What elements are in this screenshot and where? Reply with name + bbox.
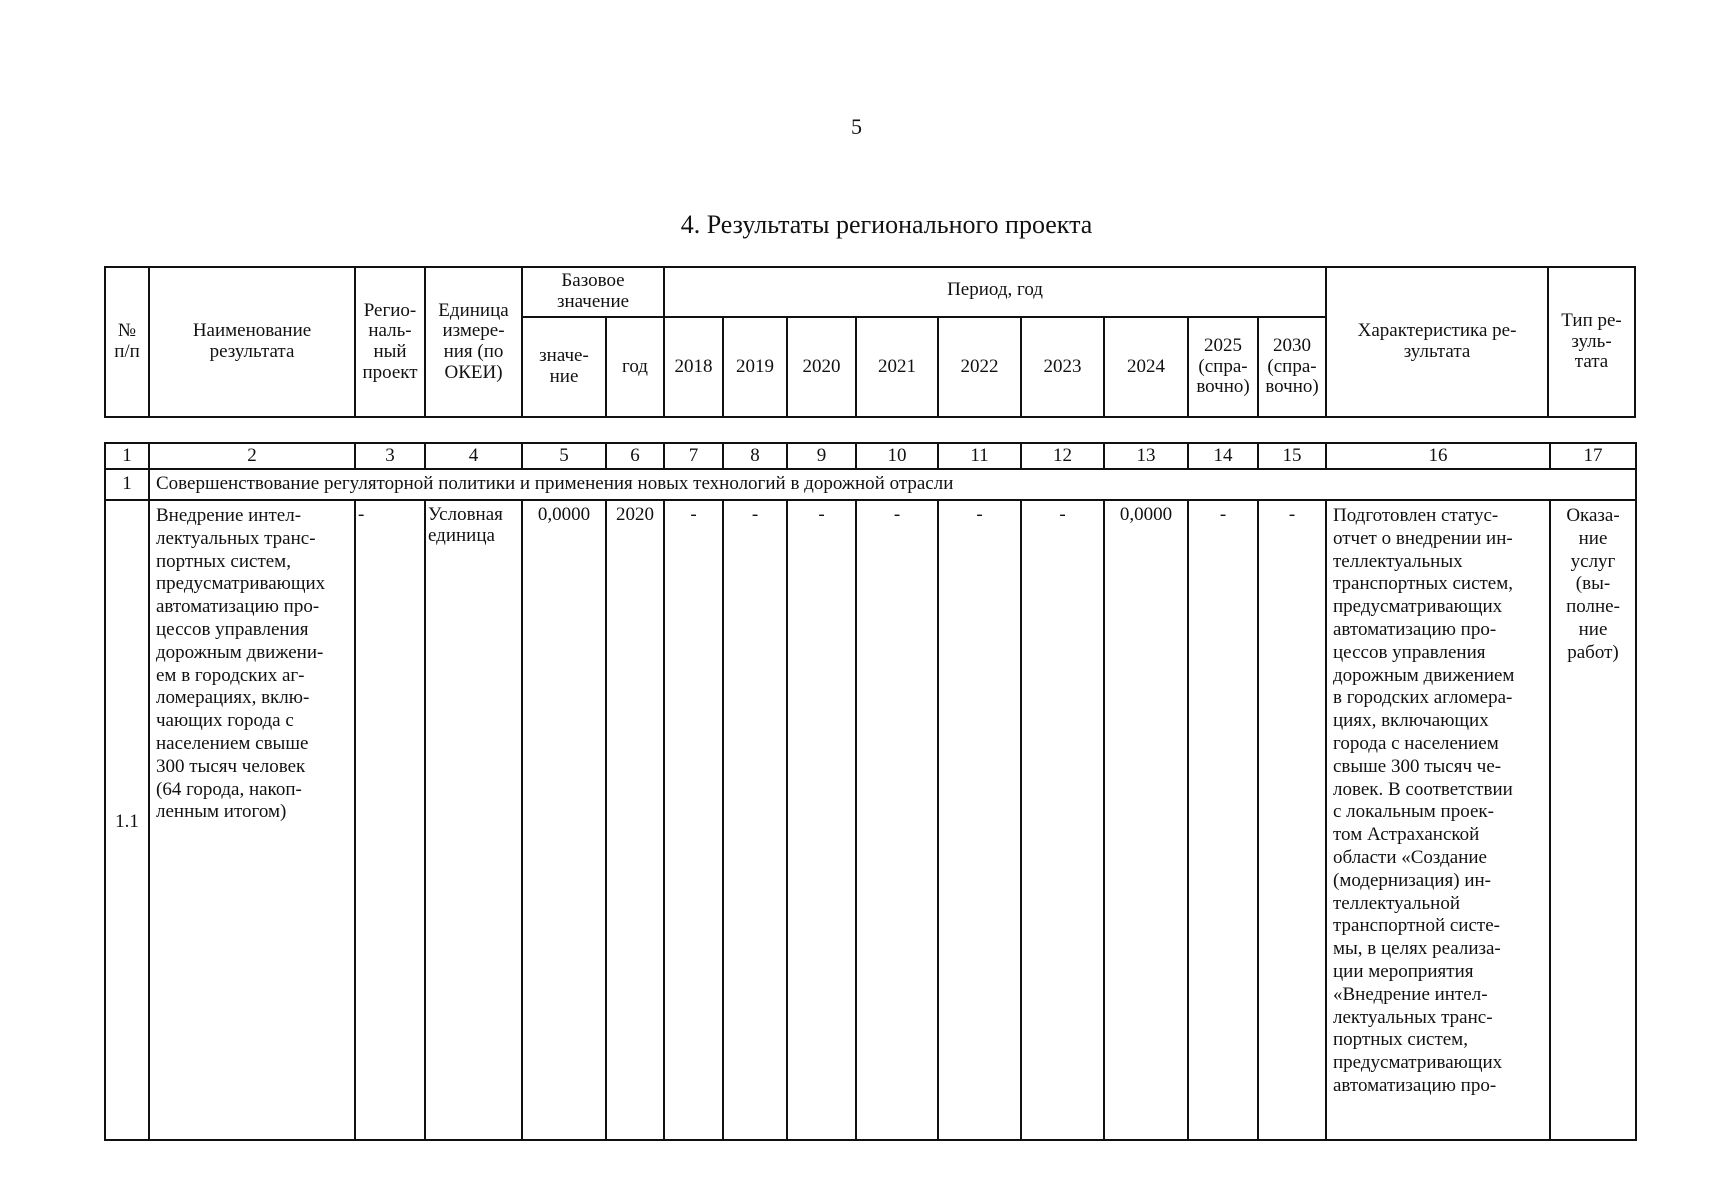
value-2024: 0,0000 [1104,500,1188,1140]
header-base-value: значе- ние [522,317,606,417]
section-number: 1 [105,469,149,500]
column-number: 8 [723,443,787,469]
column-number: 16 [1326,443,1550,469]
column-number: 6 [606,443,664,469]
value-2030: - [1258,500,1326,1140]
section-title-cell: Совершенствование регуляторной политики и применения новых технологий в дорожной отрасли [149,469,1636,500]
header-year: 2018 [664,317,723,417]
header-year-2030: 2030 (спра- вочно) [1258,317,1326,417]
column-number: 12 [1021,443,1104,469]
table-row [105,500,1636,1140]
header-year: 2020 [787,317,856,417]
value-2018: - [664,500,723,1140]
header-year-2025: 2025 (спра- вочно) [1188,317,1258,417]
header-base-year: год [606,317,664,417]
column-number: 7 [664,443,723,469]
column-number: 4 [425,443,522,469]
header-unit: Единица измере- ния (по ОКЕИ) [425,267,522,417]
column-numbers-row [105,443,1636,469]
page-number: 5 [851,114,862,139]
column-number: 13 [1104,443,1188,469]
result-characteristic: Подготовлен статус- отчет о внедрении ин- теллектуальных транспортных систем, предусматривающих автоматизацию про- цессов управления дорожным движением в городских агломера- циях, включающих города с населением свыше 300 тысяч че- ловек. В соответствии с локальным проек- том Астраханской области «Создание (модернизация) ин- теллектуальной транспортной систе- мы, в целях реализа- ции мероприятия «Внедрение интел- лектуальных транс- портных систем, предусматривающих автоматизацию про- [1326,500,1550,1140]
value-2021: - [856,500,938,1140]
section-row [105,469,1636,500]
header-year: 2021 [856,317,938,417]
header-characteristic: Характеристика ре- зультата [1326,267,1548,417]
column-number: 1 [105,443,149,469]
column-number: 11 [938,443,1021,469]
base-year: 2020 [606,500,664,1140]
header-year: 2022 [938,317,1021,417]
header-year: 2024 [1104,317,1188,417]
row-number: 1.1 [105,500,149,1140]
column-number: 10 [856,443,938,469]
results-body-table [104,442,1637,1141]
header-period: Период, год [664,267,1326,317]
column-number: 2 [149,443,355,469]
unit-value: Условная единица [425,500,522,1140]
header-name: Наименование результата [149,267,355,417]
value-2022: - [938,500,1021,1140]
value-2023: - [1021,500,1104,1140]
column-number: 9 [787,443,856,469]
result-name: Внедрение интел- лектуальных транс- портных систем, предусматривающих автоматизацию про- цессов управления дорожным движени- ем в городских аг- ломерациях, вклю- чающих города с населением свыше 300 тысяч человек (64 города, накоп- ленным итогом) [149,500,355,1140]
header-regional-project: Регио- наль- ный проект [355,267,425,417]
regional-project-value: - [355,500,425,1140]
column-number: 5 [522,443,606,469]
header-base: Базовое значение [522,267,664,317]
header-result-type: Тип ре- зуль- тата [1548,267,1635,417]
header-number: № п/п [105,267,149,417]
column-number: 15 [1258,443,1326,469]
header-year: 2019 [723,317,787,417]
results-header-table [104,266,1636,418]
base-value: 0,0000 [522,500,606,1140]
column-number: 14 [1188,443,1258,469]
value-2025: - [1188,500,1258,1140]
column-number: 17 [1550,443,1636,469]
value-2019: - [723,500,787,1140]
value-2020: - [787,500,856,1140]
header-year: 2023 [1021,317,1104,417]
column-number: 3 [355,443,425,469]
section-title: 4. Результаты регионального проекта [680,210,1093,239]
result-type: Оказа- ние услуг (вы- полне- ние работ) [1550,500,1636,1140]
